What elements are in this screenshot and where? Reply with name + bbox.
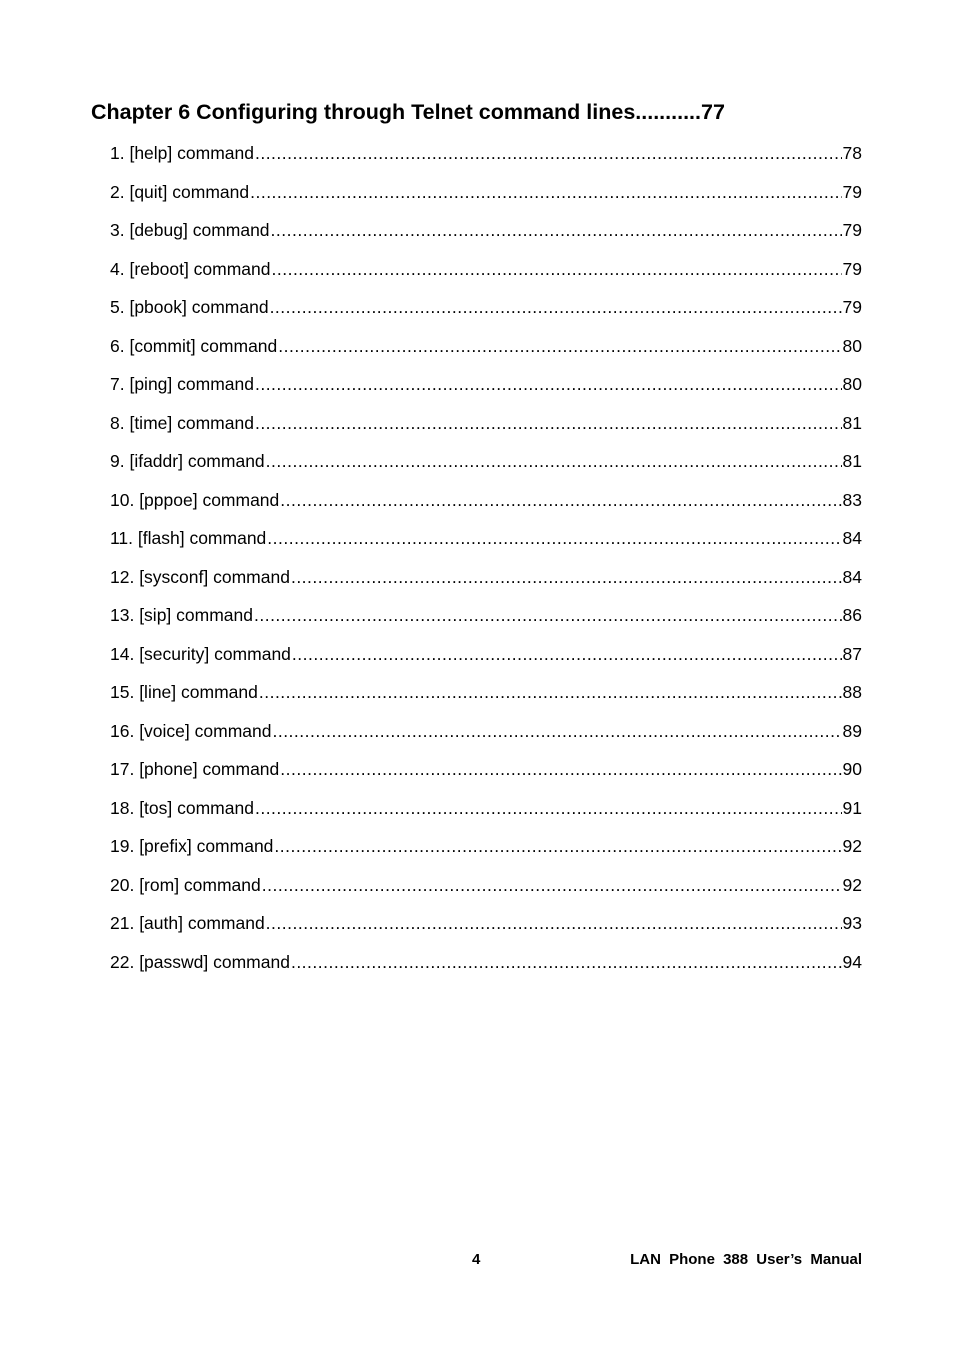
- toc-entry-title: 17. [phone] command: [110, 759, 280, 779]
- toc-entry-title: 2. [quit] command: [110, 181, 250, 202]
- dot-leader: [255, 372, 842, 396]
- toc-entry-title: 4. [reboot] command: [110, 258, 271, 279]
- dot-leader: [255, 796, 842, 820]
- toc-entry-page: 89: [842, 720, 862, 741]
- toc-entry[interactable]: [110, 141, 862, 180]
- dot-leader: [272, 257, 842, 281]
- toc-entry-page: 79: [842, 258, 862, 279]
- toc-entry-title: 20. [rom] command: [110, 874, 261, 895]
- toc-entry-title: 9. [ifaddr] command: [110, 451, 265, 471]
- toc-entry[interactable]: [110, 488, 862, 527]
- toc-entry-page: 87: [842, 643, 862, 664]
- dot-leader: [270, 295, 842, 319]
- toc-entry[interactable]: [110, 372, 862, 411]
- dot-leader: [266, 911, 842, 935]
- toc-entry-page: 88: [842, 682, 862, 702]
- dot-leader: [267, 526, 841, 550]
- toc-entry-page: 78: [842, 143, 862, 163]
- dot-leader: [254, 603, 842, 627]
- toc-entry-title: 13. [sip] command: [110, 605, 253, 625]
- dot-leader: [292, 642, 842, 666]
- toc-entry-title: 1. [help] command: [110, 143, 254, 163]
- dot-leader: [262, 873, 842, 897]
- dot-leader: [259, 680, 842, 704]
- toc-entry-title: 14. [security] command: [110, 643, 291, 664]
- toc-entry[interactable]: [110, 565, 862, 604]
- toc-entry-page: 81: [842, 412, 862, 433]
- toc-entry[interactable]: [110, 334, 862, 373]
- toc-entry[interactable]: [110, 411, 862, 450]
- toc-entry-page: 80: [842, 374, 862, 394]
- toc-entry-page: 84: [842, 528, 862, 548]
- toc-entry-page: 79: [842, 181, 862, 202]
- toc-entry-page: 91: [842, 797, 862, 818]
- toc-entry[interactable]: [110, 834, 862, 873]
- chapter-heading: Chapter 6 Configuring through Telnet command lines...........77: [91, 100, 725, 124]
- toc-entry-page: 81: [842, 451, 862, 471]
- toc-entry[interactable]: [110, 680, 862, 719]
- toc-entry[interactable]: [110, 295, 862, 334]
- dot-leader: [266, 449, 842, 473]
- table-of-contents: [110, 141, 862, 988]
- toc-entry-title: 3. [debug] command: [110, 220, 270, 240]
- toc-entry-page: 86: [842, 605, 862, 625]
- toc-entry[interactable]: [110, 719, 862, 758]
- footer-page-number: 4: [472, 1251, 481, 1268]
- toc-entry[interactable]: [110, 218, 862, 257]
- toc-entry[interactable]: [110, 603, 862, 642]
- dot-leader: [250, 180, 841, 204]
- toc-entry[interactable]: [110, 526, 862, 565]
- toc-entry-title: 21. [auth] command: [110, 913, 265, 933]
- dot-leader: [274, 834, 841, 858]
- dot-leader: [272, 719, 841, 743]
- toc-entry-title: 12. [sysconf] command: [110, 566, 290, 587]
- toc-entry-page: 90: [842, 759, 862, 779]
- dot-leader: [291, 950, 842, 974]
- toc-entry-page: 92: [842, 836, 862, 856]
- toc-entry-title: 18. [tos] command: [110, 797, 254, 818]
- dot-leader: [280, 488, 841, 512]
- dot-leader: [271, 218, 842, 242]
- toc-entry-title: 11. [flash] command: [110, 528, 267, 548]
- toc-entry-title: 16. [voice] command: [110, 720, 272, 741]
- toc-entry[interactable]: [110, 642, 862, 681]
- footer-manual-title: LAN Phone 388 User’s Manual: [630, 1251, 862, 1268]
- dot-leader: [255, 411, 842, 435]
- toc-entry[interactable]: [110, 796, 862, 835]
- toc-entry-title: 6. [commit] command: [110, 335, 278, 356]
- toc-entry-title: 19. [prefix] command: [110, 836, 274, 856]
- toc-entry-title: 15. [line] command: [110, 682, 258, 702]
- toc-entry-page: 94: [842, 951, 862, 972]
- dot-leader: [255, 141, 842, 165]
- toc-entry-title: 5. [pbook] command: [110, 297, 269, 317]
- toc-entry-page: 79: [842, 220, 862, 240]
- toc-entry[interactable]: [110, 873, 862, 912]
- toc-entry-page: 93: [842, 913, 862, 933]
- toc-entry-page: 84: [842, 566, 862, 587]
- dot-leader: [291, 565, 842, 589]
- toc-entry[interactable]: [110, 911, 862, 950]
- toc-entry-title: 10. [pppoe] command: [110, 489, 280, 510]
- dot-leader: [278, 334, 841, 358]
- toc-entry-page: 92: [842, 874, 862, 895]
- toc-entry[interactable]: [110, 257, 862, 296]
- toc-entry[interactable]: [110, 950, 862, 989]
- dot-leader: [280, 757, 841, 781]
- toc-entry-title: 7. [ping] command: [110, 374, 254, 394]
- toc-entry-page: 83: [842, 489, 862, 510]
- toc-entry-title: 22. [passwd] command: [110, 951, 290, 972]
- toc-entry[interactable]: [110, 449, 862, 488]
- toc-entry-page: 80: [842, 335, 862, 356]
- toc-entry[interactable]: [110, 757, 862, 796]
- toc-entry[interactable]: [110, 180, 862, 219]
- toc-entry-title: 8. [time] command: [110, 412, 254, 433]
- toc-entry-page: 79: [842, 297, 862, 317]
